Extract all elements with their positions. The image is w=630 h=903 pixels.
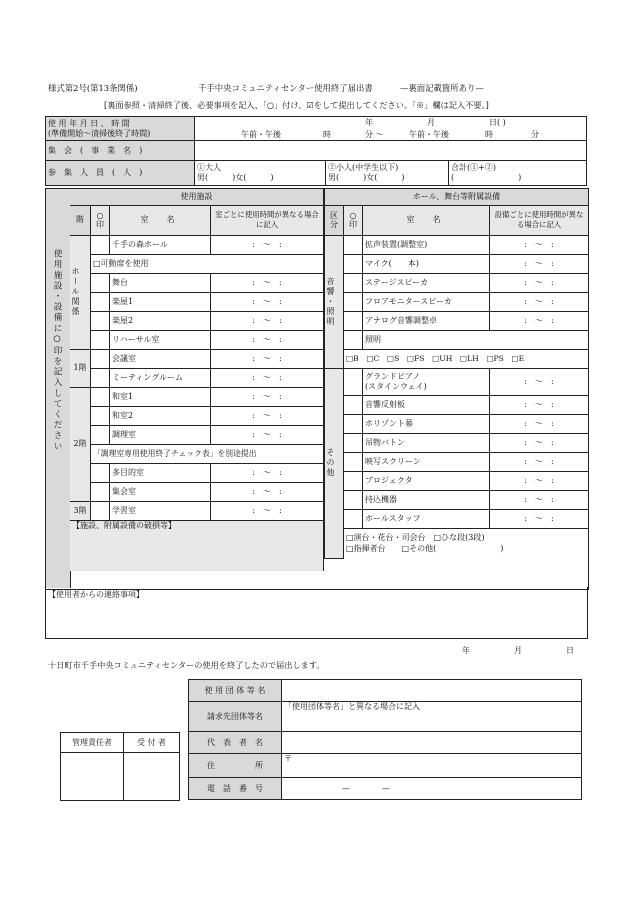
mark-cell[interactable] <box>91 349 110 368</box>
phone-field[interactable]: — — <box>282 778 582 800</box>
mark-cell[interactable] <box>91 425 110 444</box>
mark-cell[interactable] <box>91 235 110 254</box>
time-cell[interactable]: : ～ : <box>490 509 589 528</box>
time-cell[interactable]: : ～ : <box>490 471 589 490</box>
billing-org-label: 請求先団体等名 <box>189 702 282 732</box>
mark-cell[interactable] <box>344 509 363 528</box>
time-cell[interactable]: : ～ : <box>211 501 324 520</box>
receiver-stamp-field[interactable] <box>124 753 180 801</box>
time-cell[interactable]: : ～ : <box>490 490 589 509</box>
mark-cell[interactable] <box>344 395 363 414</box>
usage-date-label-2: (準備開始～清掃後終了時間) <box>48 128 151 138</box>
contact-notes-label: 【使用者からの連絡事項】 <box>48 590 144 599</box>
declaration-text: 十日町市千手中央コミュニティセンターの使用を終了したので届出します。 <box>48 660 325 670</box>
mark-cell[interactable] <box>344 490 363 509</box>
equipment-name: プロジェクタ <box>363 471 490 490</box>
time-cell[interactable]: : ～ : <box>490 395 589 414</box>
col-time-2: 設備ごとに使用時間が異なる場合に記入 <box>490 205 589 235</box>
time-cell[interactable]: : ～ : <box>211 368 324 387</box>
mark-cell[interactable] <box>344 311 363 330</box>
time-cell[interactable]: : ～ : <box>211 482 324 501</box>
mark-cell[interactable] <box>344 452 363 471</box>
room-name: 和室1 <box>110 387 211 406</box>
equipment-name: 映写スクリーン <box>363 452 490 471</box>
room-name: 楽屋2 <box>110 311 211 330</box>
form-header <box>48 82 608 94</box>
address-label: 住 所 <box>189 754 282 778</box>
misc-option-2: □指揮者台 □その他( ) <box>346 544 504 554</box>
total-label: 合計(①+②) <box>451 163 496 172</box>
mark-cell[interactable] <box>91 387 110 406</box>
address-field[interactable] <box>282 754 582 778</box>
mark-cell[interactable] <box>91 463 110 482</box>
office-stamp-table <box>60 732 180 801</box>
mark-cell[interactable] <box>344 433 363 452</box>
col-mark-2: ○印 <box>344 205 363 235</box>
time-cell[interactable]: : ～ : <box>490 433 589 452</box>
billing-org-note: 「使用団体等名」と異なる場合に記入 <box>284 702 420 711</box>
sign-month: 月 <box>514 646 522 655</box>
side-label-column <box>46 189 71 588</box>
usage-date-label <box>46 117 195 141</box>
mark-cell[interactable] <box>344 235 363 254</box>
form-number: 様式第2号(第13条関係) <box>48 83 138 93</box>
time-cell[interactable]: : ～ : <box>211 273 324 292</box>
time-cell[interactable]: : ～ : <box>211 311 324 330</box>
facility-head: 使用施設 <box>70 189 324 205</box>
col-room: 室 名 <box>110 205 211 235</box>
time-cell[interactable]: : ～ : <box>490 368 589 395</box>
mark-cell[interactable] <box>344 471 363 490</box>
room-name: 調理室 <box>110 425 211 444</box>
equipment-name <box>363 368 490 395</box>
time-cell[interactable]: : ～ : <box>490 311 589 330</box>
col-floor: 階 <box>70 205 91 235</box>
lighting-options[interactable]: □B □C □S □FS □UH □LH □PS □E <box>344 349 589 368</box>
room-name: 和室2 <box>110 406 211 425</box>
equipment-name: ステージスピーカ <box>363 273 490 292</box>
equipment-name: 照明 <box>363 330 589 349</box>
date-year: 年 <box>365 118 373 127</box>
start-ampm: 午前・午後 <box>241 130 281 139</box>
mark-cell[interactable] <box>344 254 363 273</box>
mark-cell[interactable] <box>91 330 110 349</box>
equipment-name: マイク( 本) <box>363 254 490 273</box>
room-name: 楽屋1 <box>110 292 211 311</box>
equipment-name: ホリゾント幕 <box>363 414 490 433</box>
attendees-label: 参 集 人 員 ( 人 ) <box>46 161 195 186</box>
floor-2-label: 2階 <box>70 387 91 501</box>
sign-day: 日 <box>566 646 574 655</box>
piano-sub-label: (スタインウェイ) <box>365 381 427 391</box>
child-label: ②小人(中学生以下) <box>328 163 399 172</box>
meeting-name-field[interactable] <box>195 141 587 161</box>
room-name: ミーティングルーム <box>110 368 211 387</box>
mark-cell[interactable] <box>344 414 363 433</box>
adult-count[interactable] <box>195 161 326 185</box>
contact-notes-field[interactable] <box>45 587 588 639</box>
equipment-head: ホール、舞台等附属設備 <box>325 189 589 205</box>
misc-equipment-options[interactable] <box>344 528 589 558</box>
misc-option-1: □演台・花台・司会台 □ひな段(3段) <box>346 533 485 543</box>
time-cell[interactable]: : ～ : <box>490 235 589 254</box>
sound-group-label <box>325 235 344 368</box>
damage-report-label: 【施設、附属設備の破損等】 <box>72 520 176 530</box>
time-cell[interactable]: : ～ : <box>211 235 324 254</box>
cooking-checklist-note: 「調理室専用使用終了チェック表」を別途提出 <box>91 444 324 463</box>
time-cell[interactable]: : ～ : <box>490 292 589 311</box>
mark-cell[interactable] <box>91 273 110 292</box>
facilities-frame <box>45 188 589 590</box>
room-name: 会議室 <box>110 349 211 368</box>
equipment-name: アナログ音響調整卓 <box>363 311 490 330</box>
equipment-name: 音響反射板 <box>363 395 490 414</box>
child-count[interactable] <box>326 161 449 185</box>
time-cell[interactable]: : ～ : <box>490 254 589 273</box>
total-count[interactable] <box>449 161 587 185</box>
mark-cell[interactable] <box>91 501 110 520</box>
usage-date-field[interactable] <box>195 117 587 141</box>
phone-label: 電 話 番 号 <box>189 778 282 800</box>
end-ampm: 午前・午後 <box>409 130 449 139</box>
time-cell[interactable]: : ～ : <box>490 273 589 292</box>
applicant-table <box>188 679 582 800</box>
equipment-name: 持込機器 <box>363 490 490 509</box>
hall-group-text: ホール関係 <box>71 267 80 317</box>
room-name: 学習室 <box>110 501 211 520</box>
time-cell[interactable]: : ～ : <box>211 425 324 444</box>
equipment-name: フロアモニタースピーカ <box>363 292 490 311</box>
form-title: 千手中央コミュニティセンター使用終了届出書 <box>198 83 373 93</box>
time-cell[interactable]: : ～ : <box>490 414 589 433</box>
mark-cell[interactable] <box>91 368 110 387</box>
end-hour: 時 <box>485 130 493 139</box>
receiver-label: 受 付 者 <box>124 733 180 753</box>
org-name-field[interactable] <box>282 680 582 702</box>
mark-cell[interactable] <box>91 406 110 425</box>
room-name: 千手の森ホール <box>110 235 211 254</box>
mark-cell[interactable] <box>344 330 363 349</box>
representative-label: 代 表 者 名 <box>189 732 282 754</box>
mark-cell[interactable] <box>91 311 110 330</box>
mark-cell[interactable] <box>344 273 363 292</box>
start-minute: 分 ～ <box>365 130 384 139</box>
floor-3-label: 3階 <box>70 501 91 520</box>
room-name: 多目的室 <box>110 463 211 482</box>
attendees-field <box>195 161 587 186</box>
time-cell[interactable]: : ～ : <box>490 452 589 471</box>
org-name-label: 使 用 団 体 等 名 <box>189 680 282 702</box>
time-cell[interactable]: : ～ : <box>211 292 324 311</box>
facility-list-table <box>70 189 324 571</box>
date-month: 月 <box>427 118 435 127</box>
usage-date-label-1: 使 用 年 月 日 、 時 間 <box>48 118 130 128</box>
floor-1-label: 1階 <box>70 349 91 387</box>
adult-gender: 男( )女( ) <box>197 173 274 182</box>
col-room-2: 室 名 <box>363 205 490 235</box>
sign-year: 年 <box>462 646 470 655</box>
other-group-label <box>325 368 344 558</box>
room-name: リハーサル室 <box>110 330 211 349</box>
equipment-name: 拡声装置(調整室) <box>363 235 490 254</box>
usage-info-table <box>45 116 587 186</box>
other-group-text: その他 <box>326 448 335 478</box>
time-cell[interactable]: : ～ : <box>211 330 324 349</box>
movable-seat-option[interactable]: □可動席を使用 <box>91 254 324 273</box>
col-time: 室ごとに使用時間が異なる場合に記入 <box>211 205 324 235</box>
back-note: —裏面記載箇所あり— <box>400 83 484 93</box>
side-instruction-label: 使用施設・設備に○印を記入してください <box>52 249 62 452</box>
time-cell[interactable]: : ～ : <box>211 387 324 406</box>
date-day: 日( ) <box>489 118 506 127</box>
total-paren: ( ) <box>451 173 522 182</box>
room-name: 舞台 <box>110 273 211 292</box>
sound-group-text: 音響・照明 <box>326 276 335 327</box>
col-category: 区分 <box>325 205 344 235</box>
end-minute: 分 <box>531 130 539 139</box>
piano-label: グランドピアノ <box>365 371 421 381</box>
postal-mark: 〒 <box>284 754 292 763</box>
time-cell[interactable]: : ～ : <box>211 463 324 482</box>
manager-stamp-field[interactable] <box>61 753 124 801</box>
equipment-list-table <box>324 189 588 559</box>
equipment-name: 吊物バトン <box>363 433 490 452</box>
equipment-name: ホールスタッフ <box>363 509 490 528</box>
start-hour: 時 <box>323 130 331 139</box>
time-cell[interactable]: : ～ : <box>211 406 324 425</box>
mark-cell[interactable] <box>91 482 110 501</box>
child-gender: 男( )女( ) <box>328 173 405 182</box>
meeting-name-label: 集 会 ( 事 業 名 ) <box>46 141 195 161</box>
hall-group-label <box>70 235 91 349</box>
room-name: 集会室 <box>110 482 211 501</box>
billing-org-field[interactable] <box>282 702 582 732</box>
mark-cell[interactable] <box>91 292 110 311</box>
instruction-notice: [裏面参照・清掃終了後、必要事項を記入、「○」付け、☑をして提出してください。「※」欄は記入不要。] <box>104 100 489 110</box>
mark-cell[interactable] <box>344 292 363 311</box>
col-mark: ○印 <box>91 205 110 235</box>
manager-label: 管理責任者 <box>61 733 124 753</box>
mark-cell[interactable] <box>344 368 363 395</box>
adult-label: ①大人 <box>197 163 221 172</box>
representative-field[interactable] <box>282 732 582 754</box>
damage-report-field[interactable] <box>70 520 324 571</box>
time-cell[interactable]: : ～ : <box>211 349 324 368</box>
